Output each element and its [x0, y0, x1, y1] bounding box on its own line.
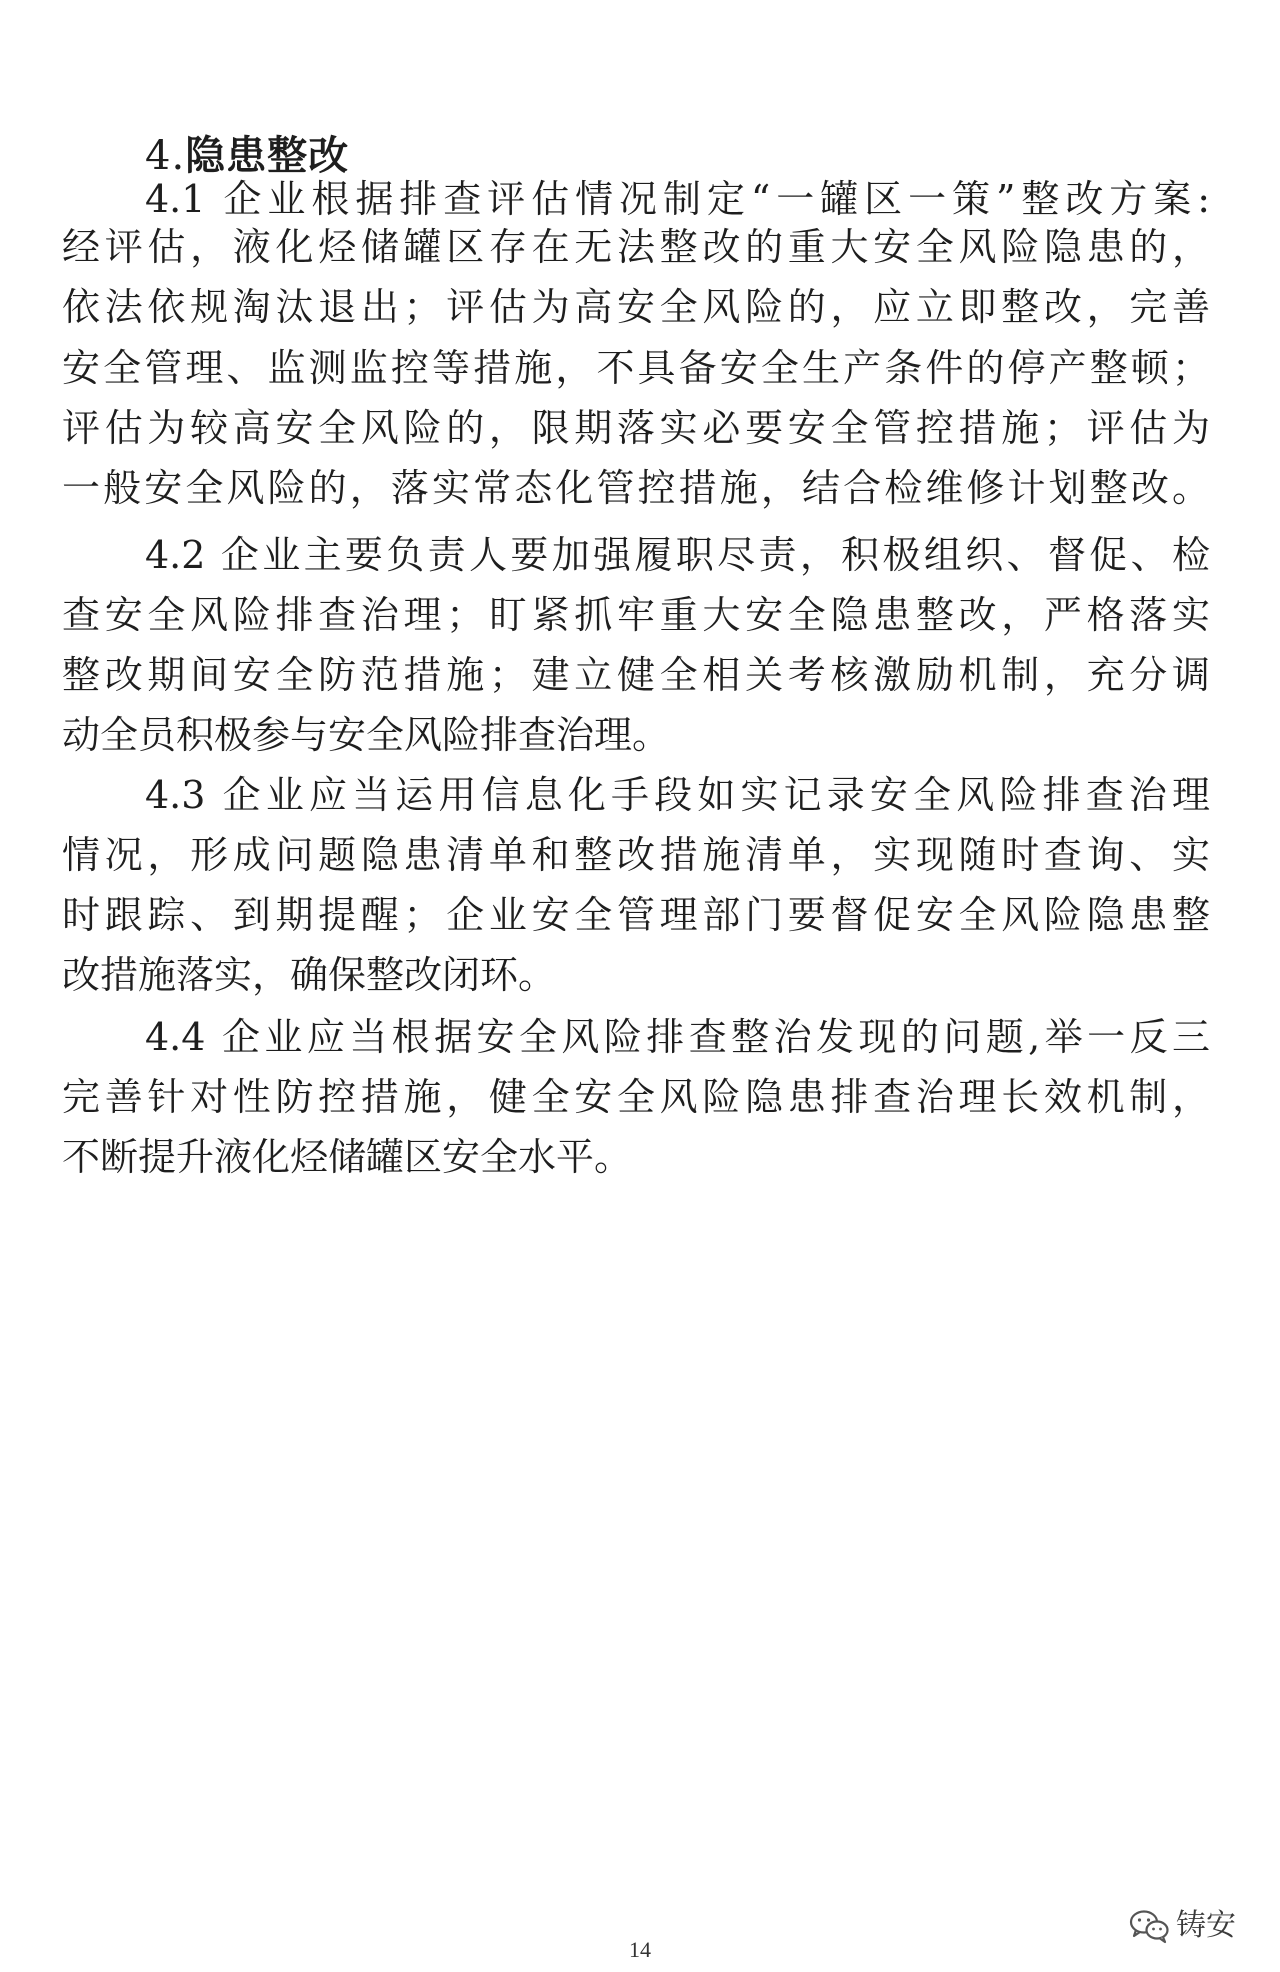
paragraph-4-line-1: 4.4 企业应当根据安全风险排查整治发现的问题,举一反三 [145, 1015, 1210, 1059]
paragraph-3-line-2: 情况，形成问题隐患清单和整改措施清单，实现随时查询、实 [62, 833, 1210, 877]
paragraph-1-line-5: 评估为较高安全风险的，限期落实必要安全管控措施；评估为 [62, 406, 1210, 450]
section-number: 4. [145, 133, 186, 179]
paragraph-3-line-1: 4.3 企业应当运用信息化手段如实记录安全风险排查治理 [145, 773, 1210, 817]
paragraph-1-line-1: 4.1 企业根据排查评估情况制定“一罐区一策”整改方案: [145, 177, 1210, 221]
paragraph-3-line-3: 时跟踪、到期提醒；企业安全管理部门要督促安全风险隐患整 [62, 893, 1210, 937]
paragraph-1-line-3: 依法依规淘汰退出；评估为高安全风险的，应立即整改，完善 [62, 285, 1210, 329]
paragraph-2-line-1: 4.2 企业主要负责人要加强履职尽责，积极组织、督促、检 [145, 533, 1210, 577]
paragraph-3-line-4: 改措施落实，确保整改闭环。 [62, 953, 557, 997]
paragraph-2-line-2: 查安全风险排查治理；盯紧抓牢重大安全隐患整改，严格落实 [62, 593, 1210, 637]
paragraph-2-line-4: 动全员积极参与安全风险排查治理。 [62, 713, 671, 757]
section-title: 隐患整改 [185, 133, 350, 179]
watermark-label: 铸安 [1176, 1908, 1236, 1943]
paragraph-1-line-2: 经评估，液化烃储罐区存在无法整改的重大安全风险隐患的， [62, 225, 1210, 269]
page-number: 14 [629, 1937, 651, 1962]
paragraph-1-line-4: 安全管理、监测监控等措施，不具备安全生产条件的停产整顿； [62, 346, 1210, 390]
paragraph-2-line-3: 整改期间安全防范措施；建立健全相关考核激励机制，充分调 [62, 653, 1210, 697]
paragraph-1-line-6: 一般安全风险的，落实常态化管控措施，结合检维修计划整改。 [62, 466, 1210, 510]
wechat-icon [1128, 1908, 1170, 1944]
paragraph-4-line-3: 不断提升液化烃储罐区安全水平。 [62, 1135, 633, 1179]
paragraph-4-line-2: 完善针对性防控措施，健全安全风险隐患排查治理长效机制， [62, 1075, 1210, 1119]
account-watermark [1128, 1906, 1236, 1946]
